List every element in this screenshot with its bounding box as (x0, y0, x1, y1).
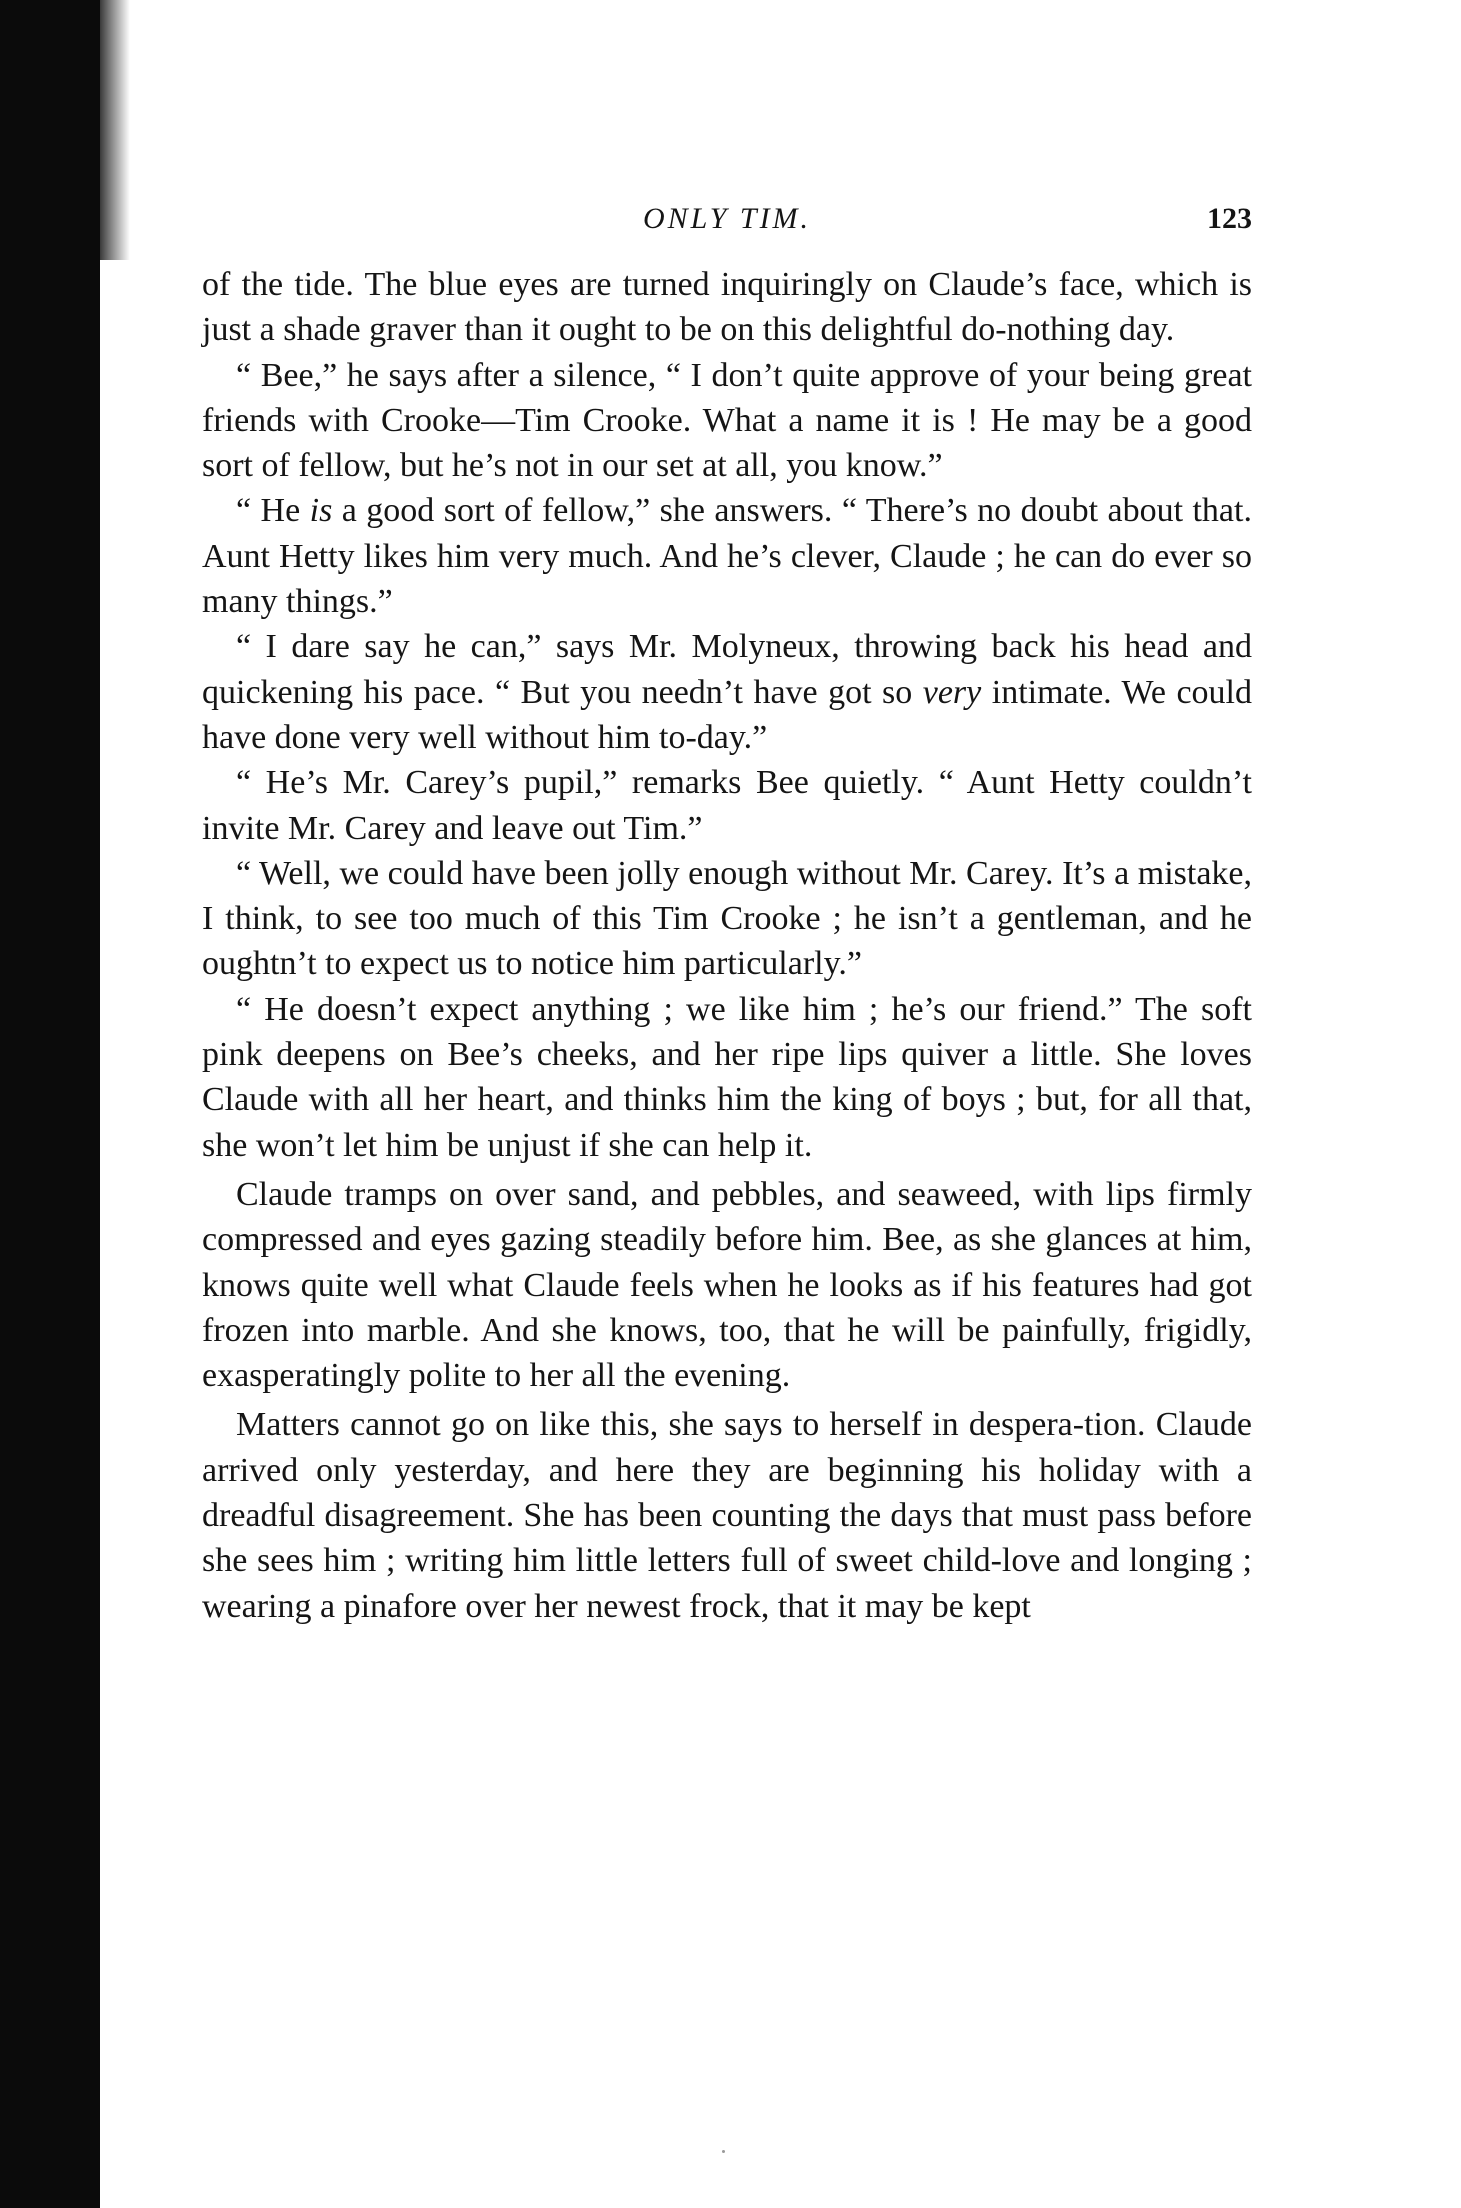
paragraph-3 (202, 488, 1252, 624)
running-title: ONLY TIM. (642, 202, 812, 235)
paragraph-2 (202, 353, 1252, 489)
binding-frayed-edge (100, 0, 130, 260)
paragraph-8 (202, 1172, 1252, 1398)
text-run: Claude tramps on over sand, and pebbles, and seaweed, with lips firmly compressed and eyes gazing steadily before him. Bee, as she glances at him, knows quite well what Claude feels when he looks as if his features had got frozen into marble. And she knows, too, that he will be painfully, frigidly, exasperatingly polite to her all the evening. (202, 1175, 1252, 1395)
paragraph-9 (202, 1402, 1252, 1628)
text-run: “ Well, we could have been jolly enough without Mr. Carey. It’s a mistake, I think, to see too much of this Tim Crooke ; he isn’t a gentleman, and he oughtn’t to expect us to notice him particularly.” (202, 854, 1252, 983)
book-binding-shadow (0, 0, 100, 2208)
text-run: Matters cannot go on like this, she says to herself in despera-tion. Claude arrived only yesterday, and here they are beginning his holiday with a dreadful disagreement. She has been counting the days that must pass before she sees him ; writing him little letters full of sweet child-love and longing ; wearing a pinafore over her newest frock, that it may be kept (202, 1406, 1252, 1625)
text-run: “ Bee,” he says after a silence, “ I don’t quite approve of your being great friends with Crooke—Tim Crooke. What a name it is ! He may be a good sort of fellow, but he’s not in our set at all, you know.” (202, 356, 1252, 485)
text-run: intimate. We could have done very well without him to-day.” (202, 673, 1253, 756)
paper-speck (722, 2150, 725, 2153)
paragraph-4 (202, 624, 1252, 760)
paragraph-1 (202, 262, 1252, 353)
text-run: “ I dare say he can,” says Mr. Molyneux, throwing back his head and quickening his pace. “ But you needn’t have got so (202, 628, 1252, 711)
body-text (202, 262, 1252, 1629)
text-run: a good sort of fellow,” she answers. “ There’s no doubt about that. Aunt Hetty likes him very much. And he’s clever, Claude ; he can do ever so many things.” (202, 492, 1252, 621)
emphasis-text: is (309, 492, 333, 530)
text-run: “ He (236, 492, 310, 530)
running-head (202, 196, 1252, 240)
page-number: 123 (1207, 202, 1252, 235)
paragraph-7 (202, 987, 1252, 1168)
text-run: “ He doesn’t expect anything ; we like him ; he’s our friend.” The soft pink deepens on Bee’s cheeks, and her ripe lips quiver a little. She loves Claude with all her heart, and thinks him the king of boys ; but, for all that, she won’t let him be unjust if she can help it. (202, 990, 1252, 1164)
text-run: of the tide. The blue eyes are turned inquiringly on Claude’s face, which is just a shade graver than it ought to be on this delightful do-nothing day. (202, 266, 1252, 349)
paragraph-5 (202, 760, 1252, 851)
paragraph-6 (202, 851, 1252, 987)
emphasis-text: very (922, 673, 982, 711)
text-run: “ He’s Mr. Carey’s pupil,” remarks Bee quietly. “ Aunt Hetty couldn’t invite Mr. Carey and leave out Tim.” (202, 764, 1252, 847)
